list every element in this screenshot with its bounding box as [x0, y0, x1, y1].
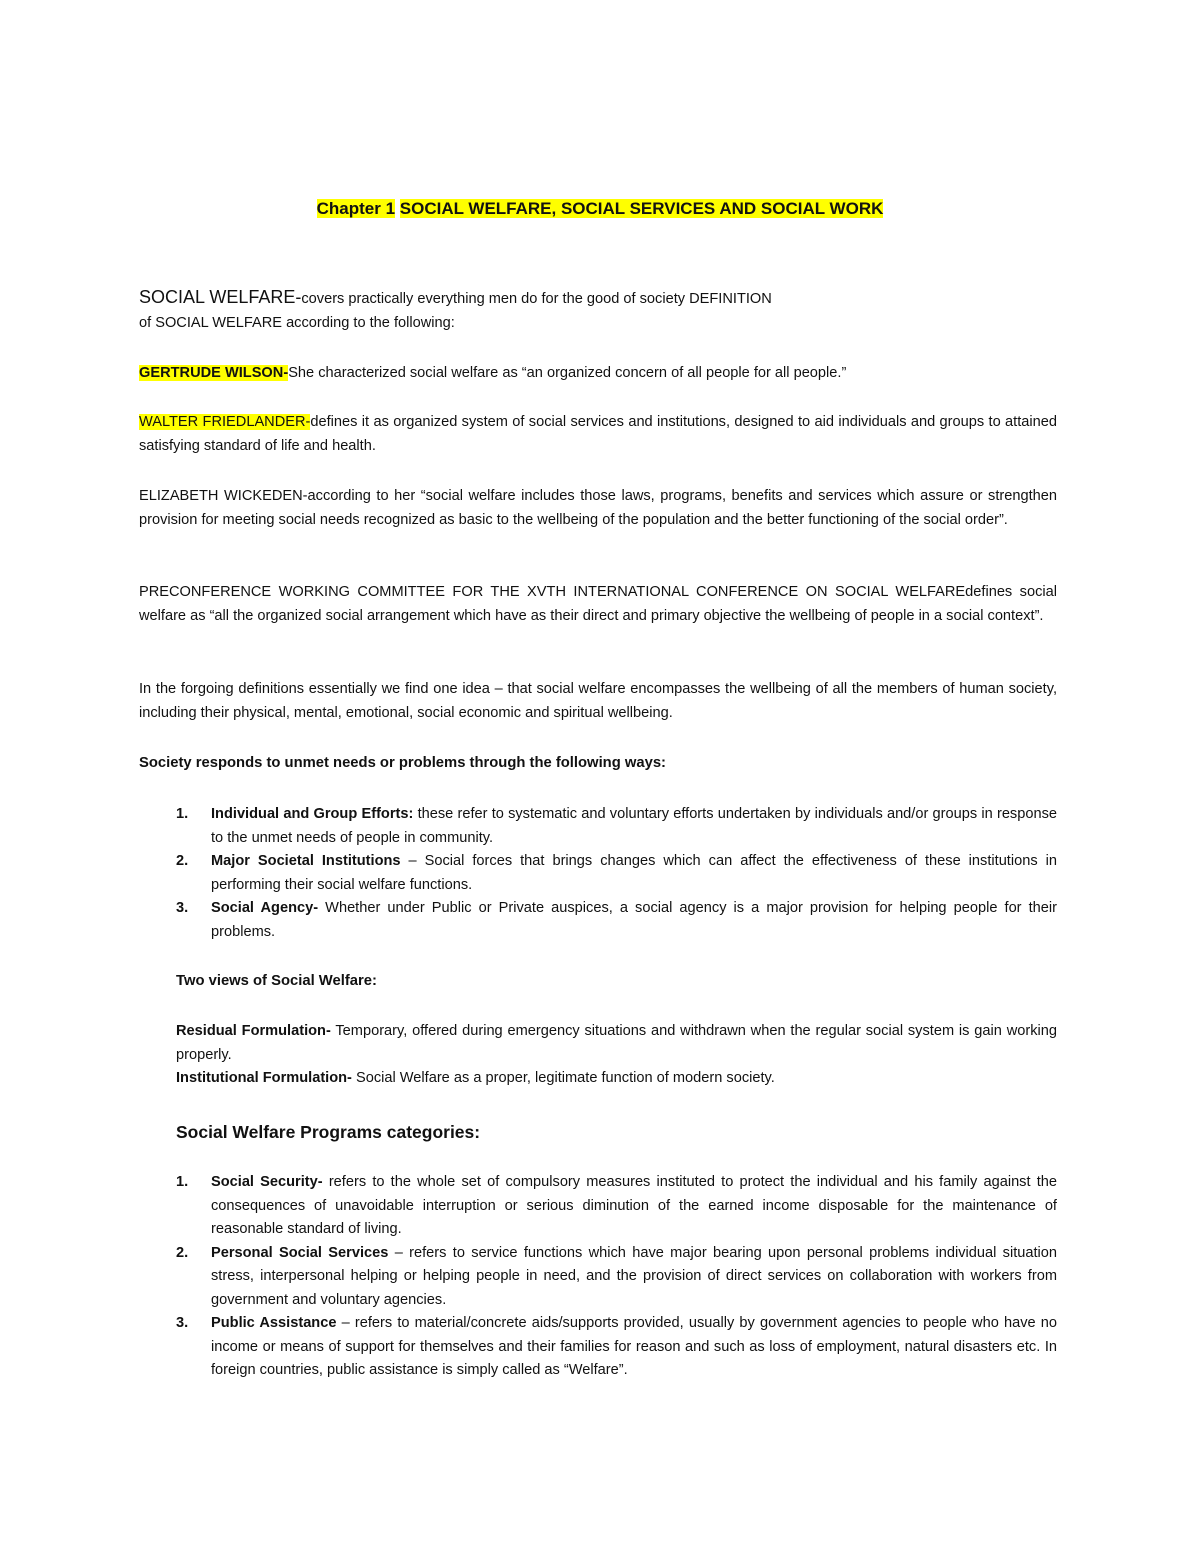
definition-name: ELIZABETH WICKEDEN- — [139, 488, 308, 504]
views-block — [176, 1020, 1057, 1091]
definition-text: defines social welfare as “all the organized social arrangement which have as their direct and primary objective the wellbeing of people in a social context”. — [139, 584, 1057, 624]
list-term: Social Agency- — [211, 900, 319, 916]
list-number: 2. — [176, 853, 189, 869]
list-text: refers to the whole set of compulsory measures instituted to protect the individual and his family against the consequences of unavoidable interruption or serious diminution of the earned income disposable for the maintenance of reasonable standard of living. — [211, 1174, 1058, 1237]
list-term: Personal Social Services — [211, 1244, 389, 1261]
view-institutional — [176, 1067, 1057, 1091]
intro-text: covers practically everything men do for the good of society DEFINITION — [301, 291, 772, 307]
definition-friedlander — [139, 411, 1057, 458]
definition-name: PRECONFERENCE WORKING COMMITTEE FOR THE XVTH INTERNATIONAL CONFERENCE ON SOCIAL WELFARE — [139, 584, 966, 600]
responds-list — [176, 803, 1057, 944]
definition-text: according to her “social welfare includes those laws, programs, benefits and services which assure or strengthen provision for meeting social needs recognized as basic to the wellbeing of the population and the better functioning of the social order”. — [139, 488, 1057, 528]
list-text: – refers to material/concrete aids/supports provided, usually by government agencies to people who have no income or means of support for themselves and their families for reason and such as loss of employment, natural disasters etc. In foreign countries, public assistance is simply called as “Welfare”. — [211, 1315, 1057, 1378]
definition-wickeden — [139, 485, 1057, 532]
definition-name: WALTER FRIEDLANDER- — [139, 414, 311, 430]
responds-heading: Society responds to unmet needs or problems through the following ways: — [139, 755, 666, 771]
list-term: Public Assistance — [211, 1315, 337, 1331]
definition-wilson — [139, 362, 1057, 386]
list-text: these refer to systematic and voluntary efforts undertaken by individuals and/or groups in response to the unmet needs of people in community. — [211, 806, 1057, 846]
view-text: Temporary, offered during emergency situations and withdrawn when the regular social system is gain working properly. — [176, 1023, 1057, 1063]
summary-paragraph: In the forgoing definitions essentially we find one idea – that social welfare encompasses the wellbeing of all the members of human society, including their physical, mental, emotional, social economic and spiritual wellbeing. — [139, 681, 1057, 721]
list-number: 1. — [176, 1174, 189, 1190]
list-term: Individual and Group Efforts: — [211, 806, 414, 822]
list-number: 3. — [176, 900, 189, 916]
list-item — [176, 850, 1057, 897]
list-number: 1. — [176, 806, 189, 822]
view-term: Residual Formulation- — [176, 1023, 331, 1039]
title-chapter: Chapter 1 — [316, 199, 396, 218]
view-text: Social Welfare as a proper, legitimate function of modern society. — [351, 1070, 775, 1086]
definition-text: She characterized social welfare as “an organized concern of all people for all people.” — [288, 365, 847, 381]
view-residual — [176, 1020, 1057, 1067]
list-item — [176, 897, 1057, 944]
list-item — [176, 1312, 1057, 1383]
programs-list — [176, 1171, 1057, 1383]
view-term: Institutional Formulation- — [176, 1070, 352, 1086]
definition-preconference — [139, 581, 1057, 628]
list-item — [176, 1242, 1057, 1313]
intro-term: SOCIAL WELFARE- — [139, 287, 302, 307]
list-term: Social Security- — [211, 1174, 323, 1190]
list-item — [176, 803, 1057, 850]
definition-text: defines it as organized system of social services and institutions, designed to aid individuals and groups to attained satisfying standard of life and health. — [139, 414, 1057, 454]
list-number: 2. — [176, 1244, 189, 1261]
list-number: 3. — [176, 1315, 189, 1331]
list-term: Major Societal Institutions — [211, 853, 401, 869]
list-text: Whether under Public or Private auspices, a social agency is a major provision for helping people for their problems. — [211, 900, 1057, 940]
definition-name: GERTRUDE WILSON- — [139, 365, 289, 381]
intro-paragraph — [139, 286, 1057, 335]
page-title — [0, 197, 1200, 221]
list-text: – refers to service functions which have major bearing upon personal problems individual situation stress, interpersonal helping or helping people in need, and the provision of direct services on collaboration with workers from government and voluntary agencies. — [211, 1244, 1058, 1308]
list-text: – Social forces that brings changes which can affect the effectiveness of these institutions in performing their social welfare functions. — [211, 853, 1057, 893]
list-item — [176, 1171, 1057, 1242]
programs-heading: Social Welfare Programs categories: — [176, 1122, 481, 1142]
title-rest: SOCIAL WELFARE, SOCIAL SERVICES AND SOCIAL WORK — [399, 199, 884, 218]
intro-line2: of SOCIAL WELFARE according to the following: — [139, 314, 455, 331]
views-heading: Two views of Social Welfare: — [176, 973, 377, 989]
